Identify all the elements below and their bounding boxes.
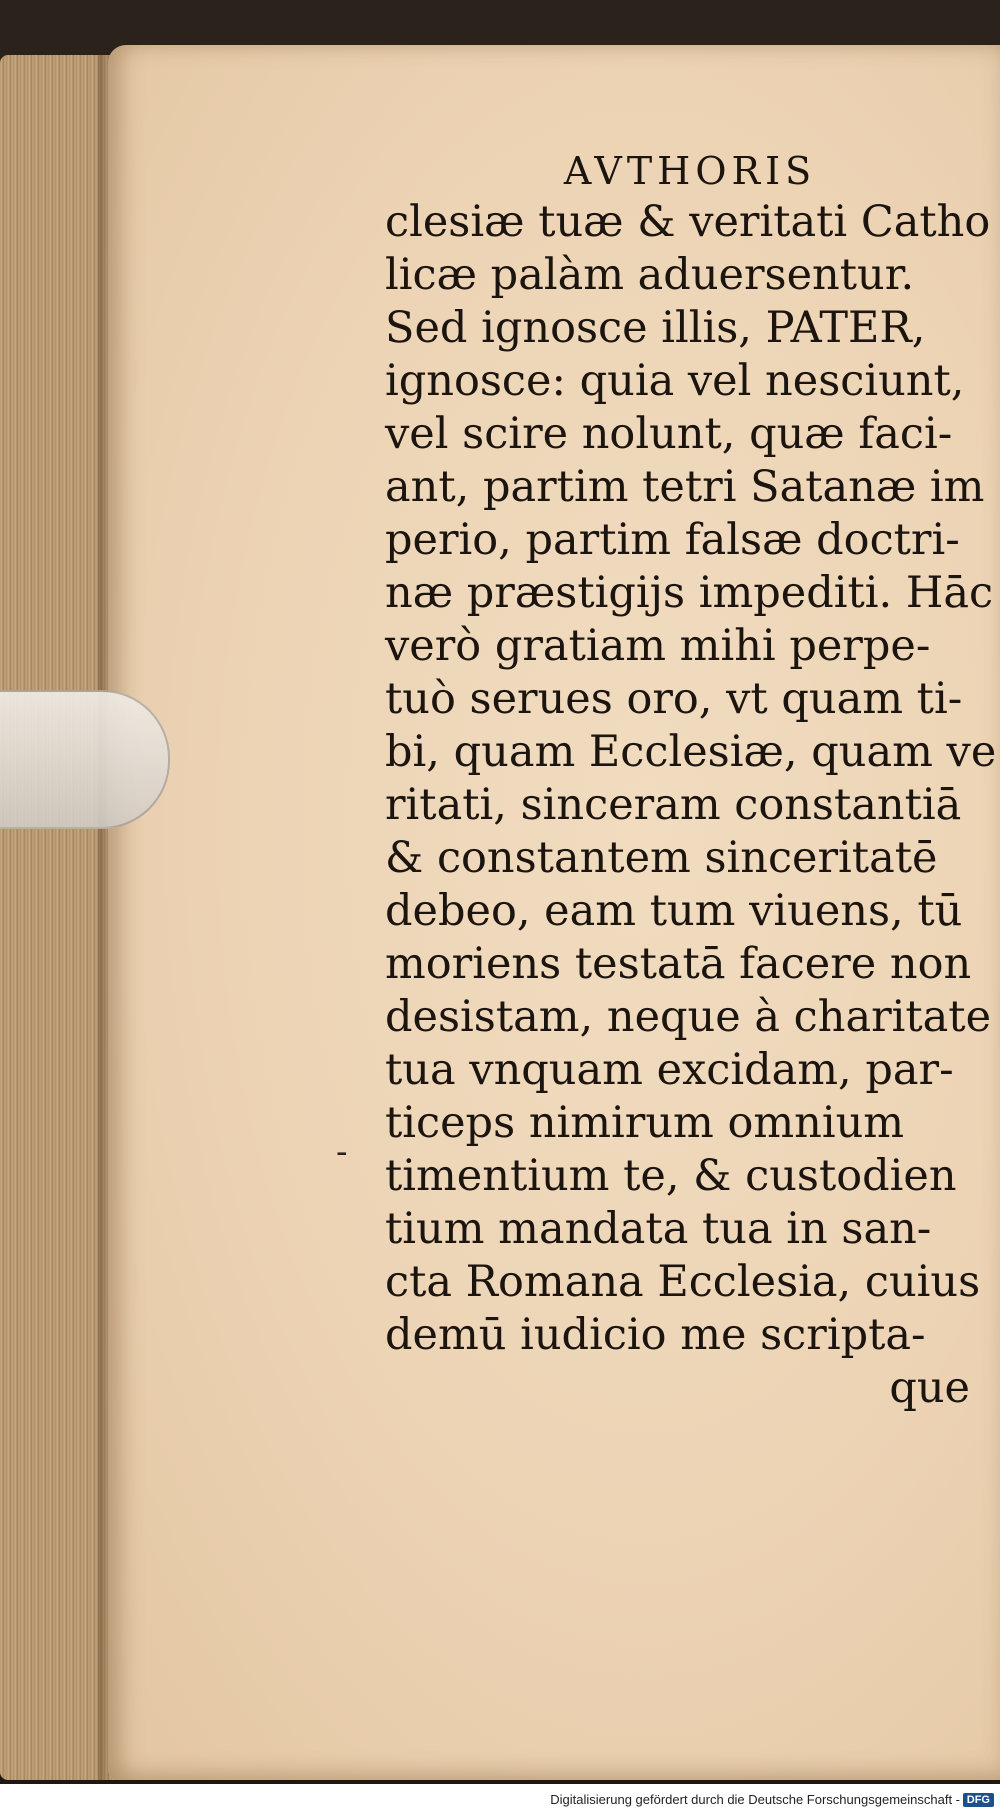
text-line: moriens testatā facere non [385,939,972,989]
text-block [385,148,997,1415]
text-line: clesiæ tuæ & veritati Catho [385,197,991,247]
footer-credit: Digitalisierung gefördert durch die Deutsche Forschungsgemeinschaft - [550,1792,960,1807]
catchword: que [889,1363,970,1413]
book-page-edges [0,55,122,1780]
text-line: licæ palàm aduersentur. [385,250,915,300]
text-line: debeo, eam tum viuens, tū [385,886,963,936]
text-line: verò gratiam mihi perpe- [385,621,931,671]
text-line: timentium te, & custodien [385,1151,957,1201]
text-line: næ præstigijs impediti. Hāc [385,568,994,618]
text-line: desistam, neque à charitate [385,992,992,1042]
text-line: ticeps nimirum omnium [385,1098,905,1148]
text-line: ant, partim tetri Satanæ im [385,462,985,512]
text-line: bi, quam Ecclesiæ, quam ve [385,727,997,777]
text-line: demū iudicio me scripta- [385,1310,926,1360]
dfg-logo: DFG [963,1793,994,1807]
text-line: vel scire nolunt, quæ faci- [385,409,953,459]
footer-bar [0,1784,1000,1814]
glass-page-holder [0,690,170,829]
text-line: tua vnquam excidam, par- [385,1045,954,1095]
margin-mark: - [336,1132,348,1172]
running-head: AVTHORIS [563,149,817,193]
text-line: tium mandata tua in san- [385,1204,932,1254]
text-line: Sed ignosce illis, PATER, [385,303,926,353]
text-lines [385,196,997,1362]
text-line: perio, partim falsæ doctri- [385,515,960,565]
text-line: cta Romana Ecclesia, cuius [385,1257,981,1307]
text-line: ignosce: quia vel nesciunt, [385,356,965,406]
text-line: tuò serues oro, vt quam ti- [385,674,963,724]
text-line: ritati, sinceram constantiā [385,780,962,830]
text-line: & constantem sinceritatē [385,833,938,883]
